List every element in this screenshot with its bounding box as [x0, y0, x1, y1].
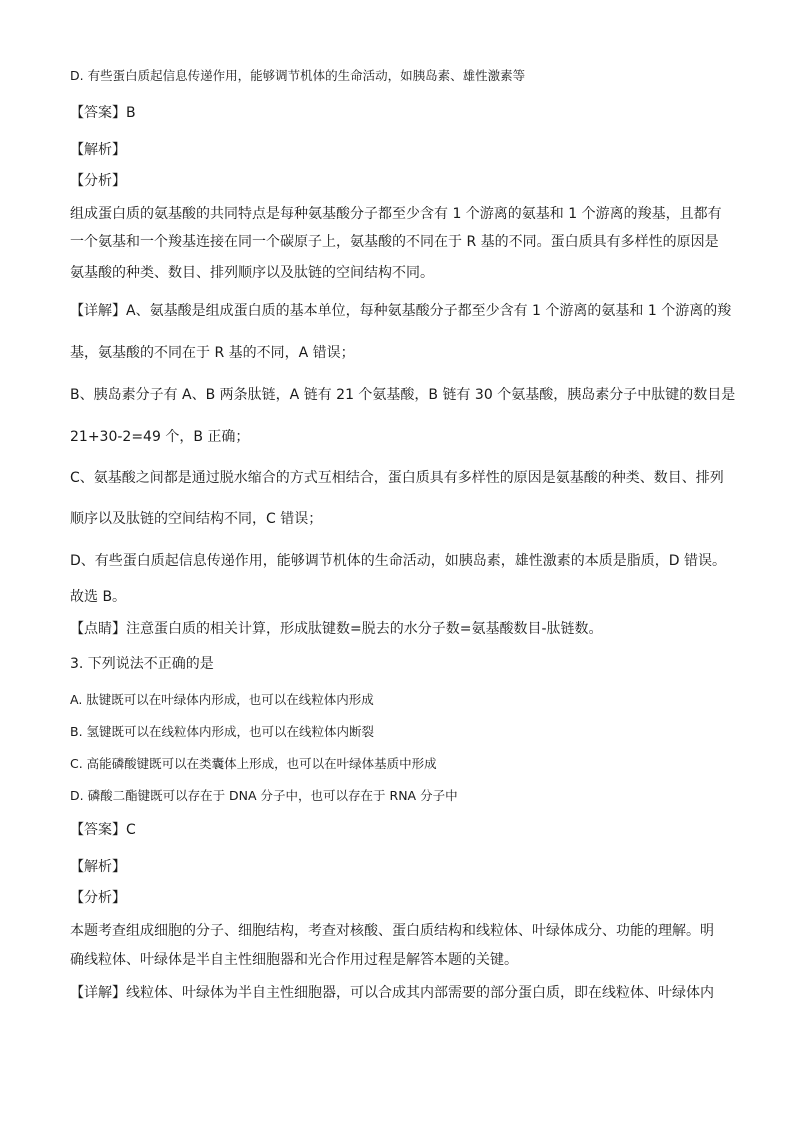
q3-answer	[70, 820, 136, 840]
q2-fenxi-line: 组成蛋白质的氨基酸的共同特点是每种氨基酸分子都至少含有 1 个游离的氨基和 1 个游离的羧基，且都有	[70, 206, 722, 222]
q3-option-a: A. 肽键既可以在叶绿体内形成，也可以在线粒体内形成	[70, 692, 374, 707]
q3-stem: 3. 下列说法不正确的是	[70, 656, 214, 672]
dianjing-label: 【点睛】	[70, 621, 126, 637]
q2-detail-line: C、氨基酸之间都是通过脱水缩合的方式互相结合，蛋白质具有多样性的原因是氨基酸的种类、数目、排列	[70, 470, 724, 486]
q3-fenxi-label: 【分析】	[70, 890, 126, 906]
q2-detail-line: 顺序以及肽链的空间结构不同，C 错误；	[70, 511, 323, 527]
detail-label: 【详解】	[70, 303, 126, 319]
q2-dianjing	[70, 619, 603, 639]
answer-value: B	[126, 105, 136, 121]
q2-detail-line: 基，氨基酸的不同在于 R 基的不同，A 错误；	[70, 345, 355, 361]
q3-option-c: C. 高能磷酸键既可以在类囊体上形成，也可以在叶绿体基质中形成	[70, 756, 437, 771]
detail-label: 【详解】	[70, 985, 126, 1001]
q2-answer	[70, 103, 136, 123]
q2-fenxi-label: 【分析】	[70, 173, 126, 189]
q3-option-b: B. 氢键既可以在线粒体内形成，也可以在线粒体内断裂	[70, 724, 375, 739]
q3-analysis-label: 【解析】	[70, 859, 126, 875]
q2-detail-line	[70, 301, 731, 321]
q2-option-d: D. 有些蛋白质起信息传递作用，能够调节机体的生命活动，如胰岛素、雄性激素等	[70, 68, 526, 83]
dianjing-text: 注意蛋白质的相关计算，形成肽键数=脱去的水分子数=氨基酸数目-肽链数。	[126, 621, 603, 637]
q2-fenxi-line: 氨基酸的种类、数目、排列顺序以及肽链的空间结构不同。	[70, 265, 434, 281]
q3-option-d: D. 磷酸二酯键既可以存在于 DNA 分子中，也可以存在于 RNA 分子中	[70, 788, 458, 803]
q2-fenxi-line: 一个氨基和一个羧基连接在同一个碳原子上，氨基酸的不同在于 R 基的不同。蛋白质具有多样性的原因是	[70, 234, 719, 250]
q2-detail-line: D、有些蛋白质起信息传递作用，能够调节机体的生命活动，如胰岛素，雄性激素的本质是脂质，D 错误。	[70, 553, 727, 569]
detail-text: 线粒体、叶绿体为半自主性细胞器，可以合成其内部需要的部分蛋白质，即在线粒体、叶绿体内	[126, 985, 714, 1001]
q3-detail-line	[70, 983, 714, 1003]
q2-detail-line: 21+30-2=49 个，B 正确；	[70, 429, 250, 445]
answer-label: 【答案】	[70, 822, 126, 838]
detail-text: A、氨基酸是组成蛋白质的基本单位，每种氨基酸分子都至少含有 1 个游离的氨基和 1 个游离的羧	[126, 303, 732, 319]
q2-analysis-label: 【解析】	[70, 142, 126, 158]
q3-fenxi-line: 确线粒体、叶绿体是半自主性细胞器和光合作用过程是解答本题的关键。	[70, 952, 518, 968]
answer-label: 【答案】	[70, 105, 126, 121]
q2-detail-line: B、胰岛素分子有 A、B 两条肽链，A 链有 21 个氨基酸，B 链有 30 个氨基酸，胰岛素分子中肽键的数目是	[70, 387, 736, 403]
q3-fenxi-line: 本题考查组成细胞的分子、细胞结构，考查对核酸、蛋白质结构和线粒体、叶绿体成分、功能的理解。明	[70, 923, 714, 939]
answer-value: C	[126, 822, 136, 838]
q2-detail-line: 故选 B。	[70, 589, 127, 605]
